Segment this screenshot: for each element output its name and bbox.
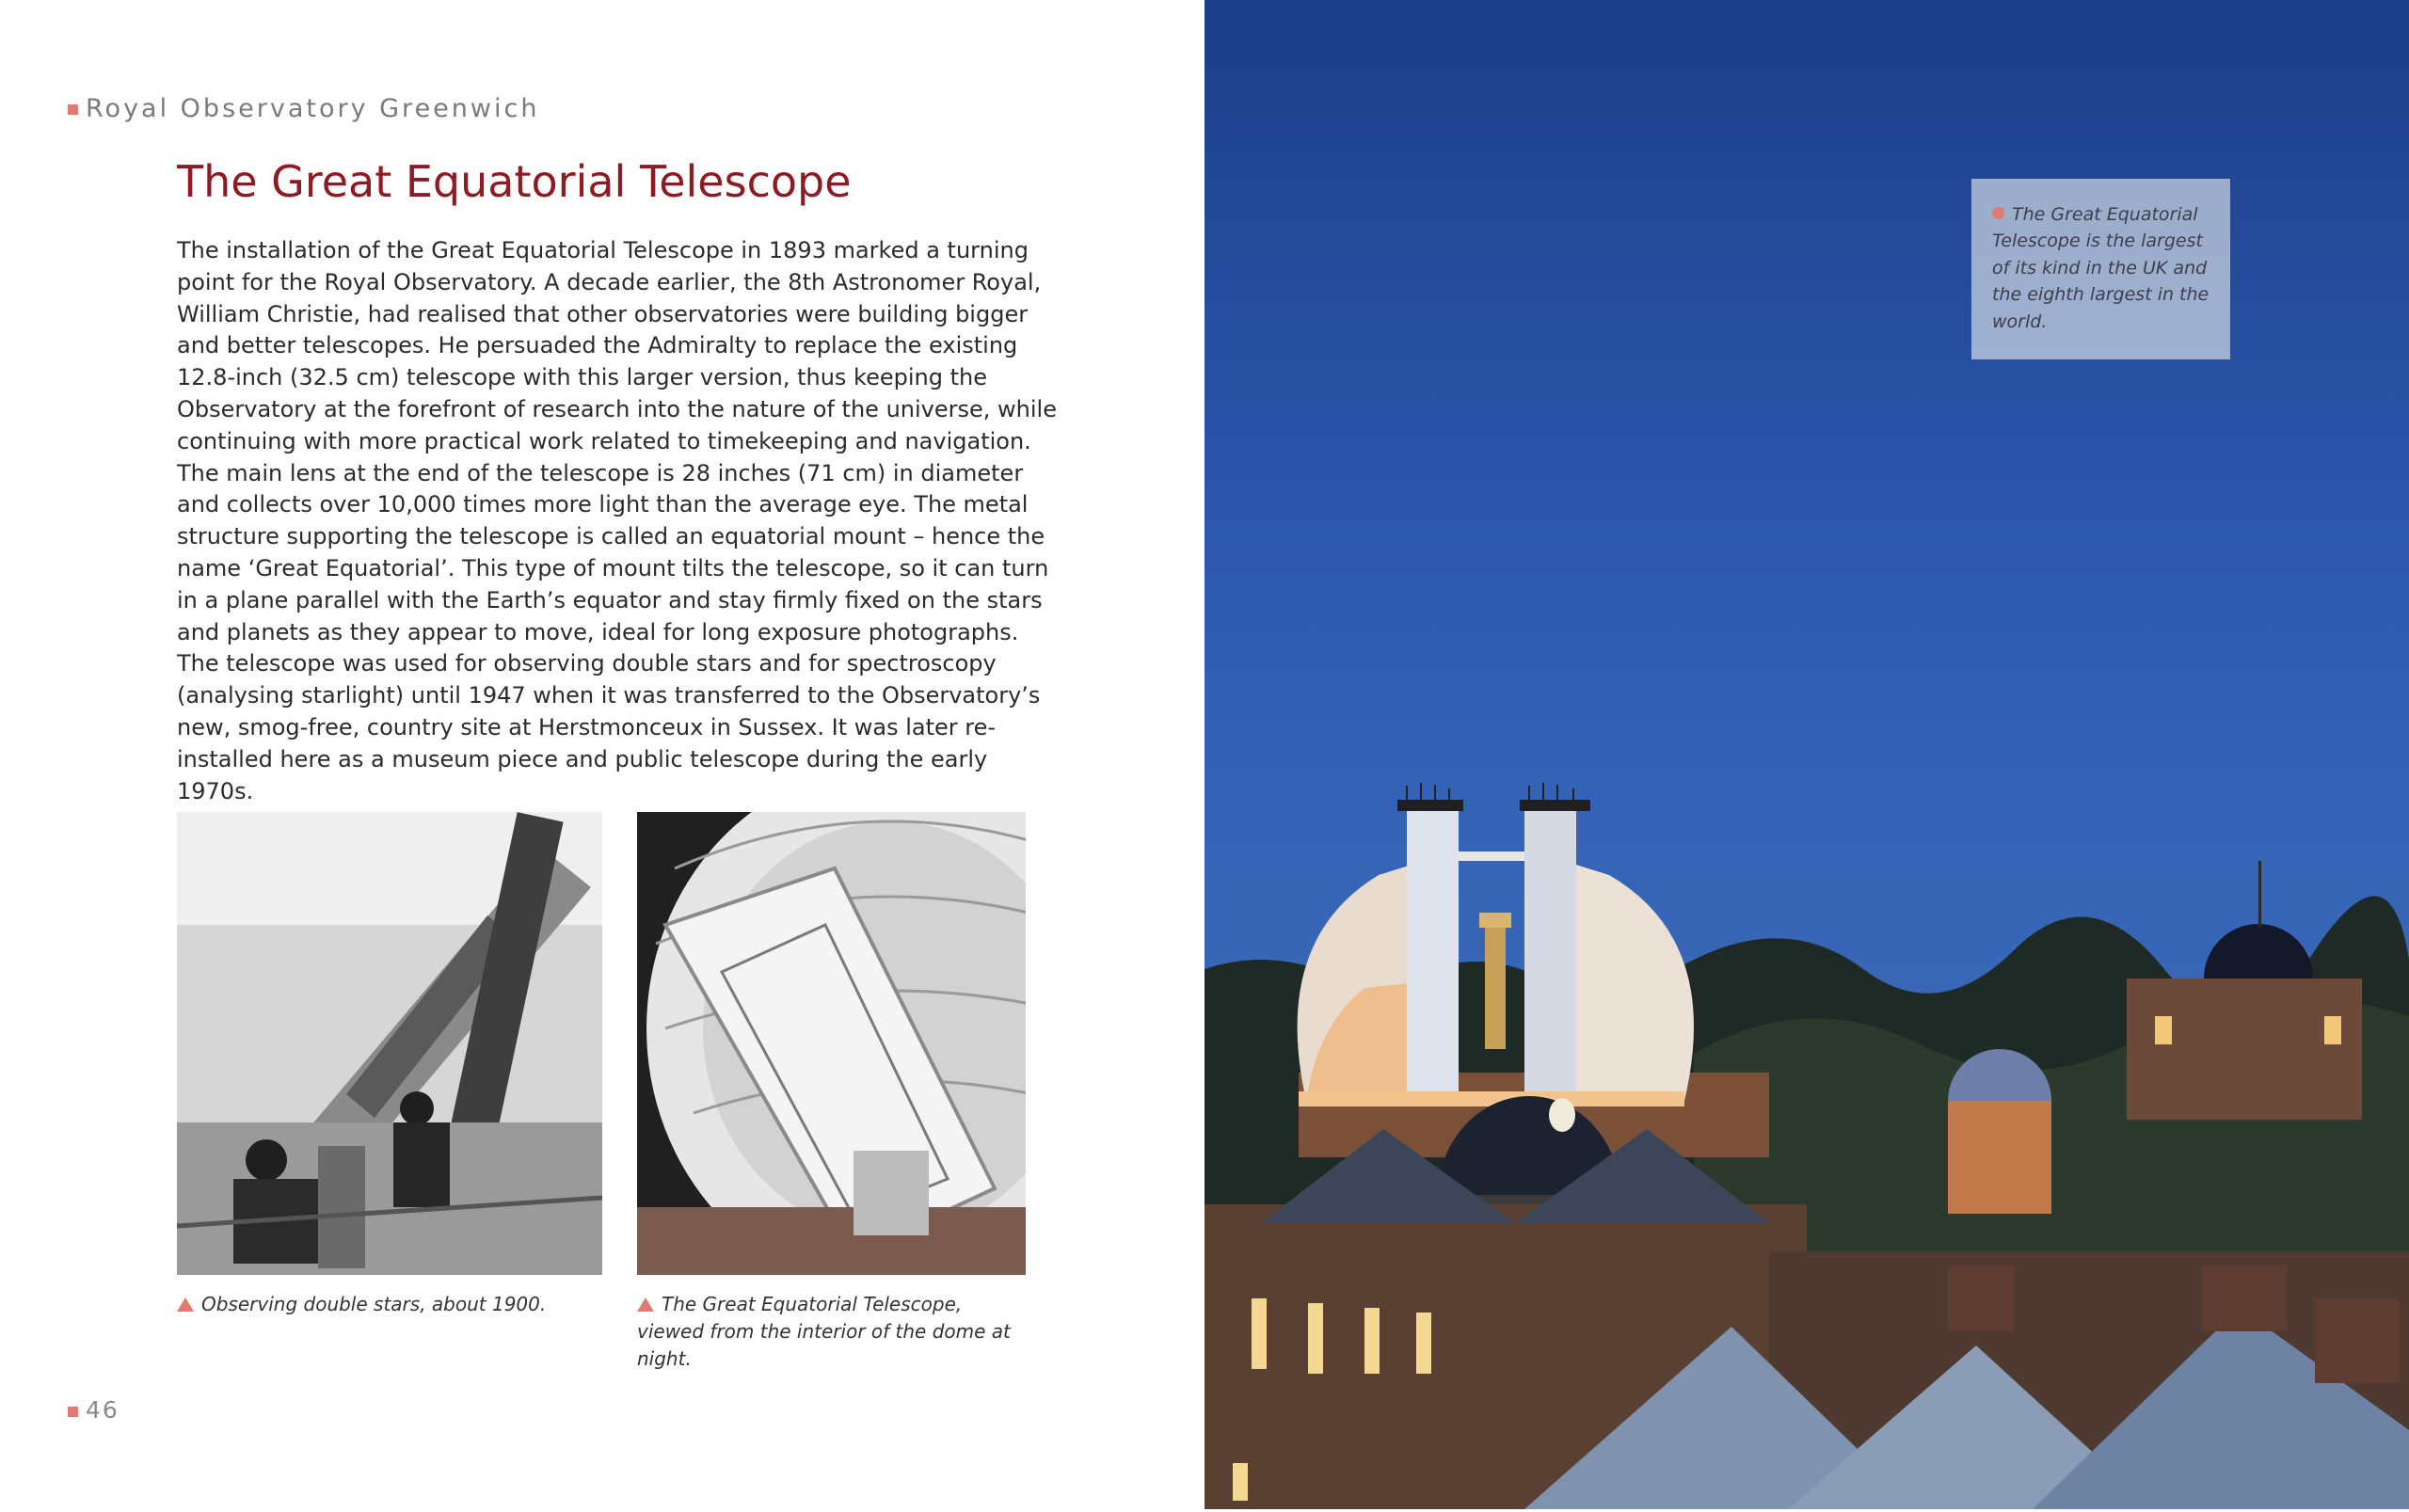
photo-caption-1 [177, 1291, 591, 1318]
caption-1-text: Observing double stars, about 1900. [201, 1293, 547, 1315]
bullet-square-icon [68, 104, 78, 115]
left-page [0, 0, 1204, 1512]
page-number [68, 1396, 120, 1424]
photo-observing-double-stars [177, 812, 602, 1275]
callout-bullet-icon [1992, 207, 2004, 219]
running-head-text: Royal Observatory Greenwich [86, 94, 540, 123]
page-title: The Great Equatorial Telescope [177, 156, 852, 207]
caption-triangle-icon [637, 1297, 654, 1312]
bullet-square-icon [68, 1407, 78, 1417]
telescope-room-illustration [177, 812, 602, 1275]
dome-interior-illustration [637, 812, 1026, 1275]
photo-callout-box [1971, 179, 2230, 359]
running-head [68, 94, 539, 123]
page-number-text: 46 [86, 1396, 120, 1424]
photo-caption-2 [637, 1291, 1032, 1373]
callout-text: The Great Equatorial Telescope is the largest of its kind in the UK and the eighth largest in the world. [1992, 204, 2210, 332]
caption-2-text: The Great Equatorial Telescope, viewed from the interior of the dome at night. [637, 1293, 1011, 1370]
body-paragraph: The installation of the Great Equatorial Telescope in 1893 marked a turning point for the Royal Observatory. A decade earlier, the 8th Astronomer Royal, William Christie, had realised that other observatories were building bigger and better telescopes. He persuaded the Admiralty to replace the existing 12.8-inch (32.5 cm) telescope with this larger version, thus keeping the Observatory at the forefront of research into the nature of the universe, while continuing with more practical work related to timekeeping and navigation. The main lens at the end of the telescope is 28 inches (71 cm) in diameter and collects over 10,000 times more light than the average eye. The metal structure supporting the telescope is called an equatorial mount – hence the name ‘Great Equatorial’. This type of mount tilts the telescope, so it can turn in a plane parallel with the Earth’s equator and stay firmly fixed on the stars and planets as they appear to move, ideal for long exposure photographs. The telescope was used for observing double stars and for spectroscopy (analysing starlight) until 1947 when it was transferred to the Observatory’s new, smog-free, country site at Herstmonceux in Sussex. It was later re-installed here as a museum piece and public telescope during the early 1970s. [177, 237, 1057, 804]
photo-dome-interior [637, 812, 1026, 1275]
right-page-photo-observatory-at-dusk [1204, 0, 2409, 1509]
caption-triangle-icon [177, 1297, 194, 1312]
